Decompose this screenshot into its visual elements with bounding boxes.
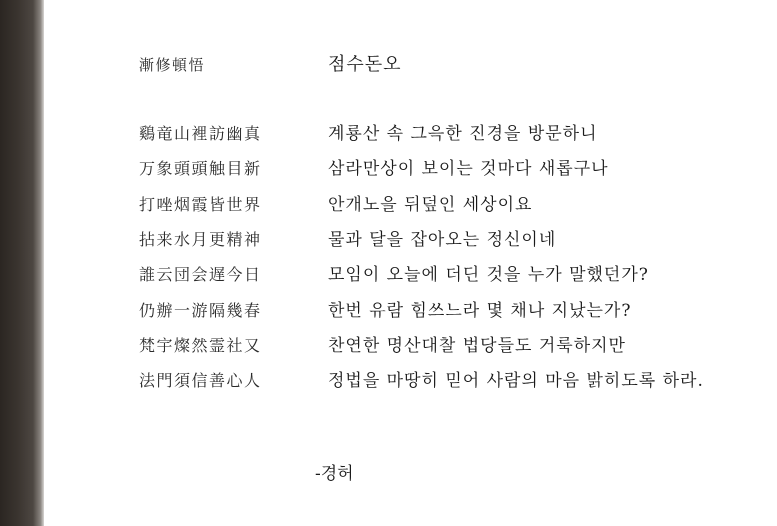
poem-line-korean: 삼라만상이 보이는 것마다 새롭구나 — [328, 159, 609, 179]
poem-line — [0, 226, 777, 254]
poem-line-hanja: 万象頭頭触目新 — [139, 159, 262, 178]
poem-line-hanja: 打唑烟霞皆世界 — [139, 195, 262, 214]
poem-line-korean: 계룡산 속 그윽한 진경을 방문하니 — [328, 124, 598, 144]
poem-title — [0, 51, 777, 79]
poem-line — [0, 297, 777, 325]
poem-line — [0, 120, 777, 148]
poem-line — [0, 261, 777, 289]
poem-title-hanja: 漸修頓悟 — [139, 56, 206, 74]
poem-title-korean: 점수돈오 — [328, 54, 402, 75]
poem-line-korean: 찬연한 명산대찰 법당들도 거룩하지만 — [328, 336, 626, 356]
poem-author: -경허 — [315, 464, 354, 484]
poem-line-hanja: 誰云団会遅今日 — [139, 265, 262, 284]
poem-line-korean: 한번 유람 힘쓰느라 몇 채나 지났는가? — [328, 301, 632, 321]
poem-line-hanja: 鷄竜山裡訪幽真 — [139, 124, 262, 143]
poem-line-hanja: 梵宇燦然霊社又 — [139, 336, 262, 355]
poem-line — [0, 332, 777, 360]
poem-line-hanja: 仍辦一游隔幾春 — [139, 301, 262, 320]
poem-line-korean: 안개노을 뒤덮인 세상이요 — [328, 195, 533, 215]
poem-line-hanja: 法門須信善心人 — [139, 371, 262, 390]
poem-line-korean: 물과 달을 잡아오는 정신이네 — [328, 230, 557, 250]
poem-line-hanja: 拈来水月更精神 — [139, 230, 262, 249]
poem-line-korean: 모임이 오늘에 더딘 것을 누가 말했던가? — [328, 265, 649, 285]
poem-line-korean: 정법을 마땅히 믿어 사람의 마음 밝히도록 하라. — [328, 371, 704, 391]
poem-line — [0, 155, 777, 183]
poem-line — [0, 367, 777, 395]
poem-line — [0, 191, 777, 219]
